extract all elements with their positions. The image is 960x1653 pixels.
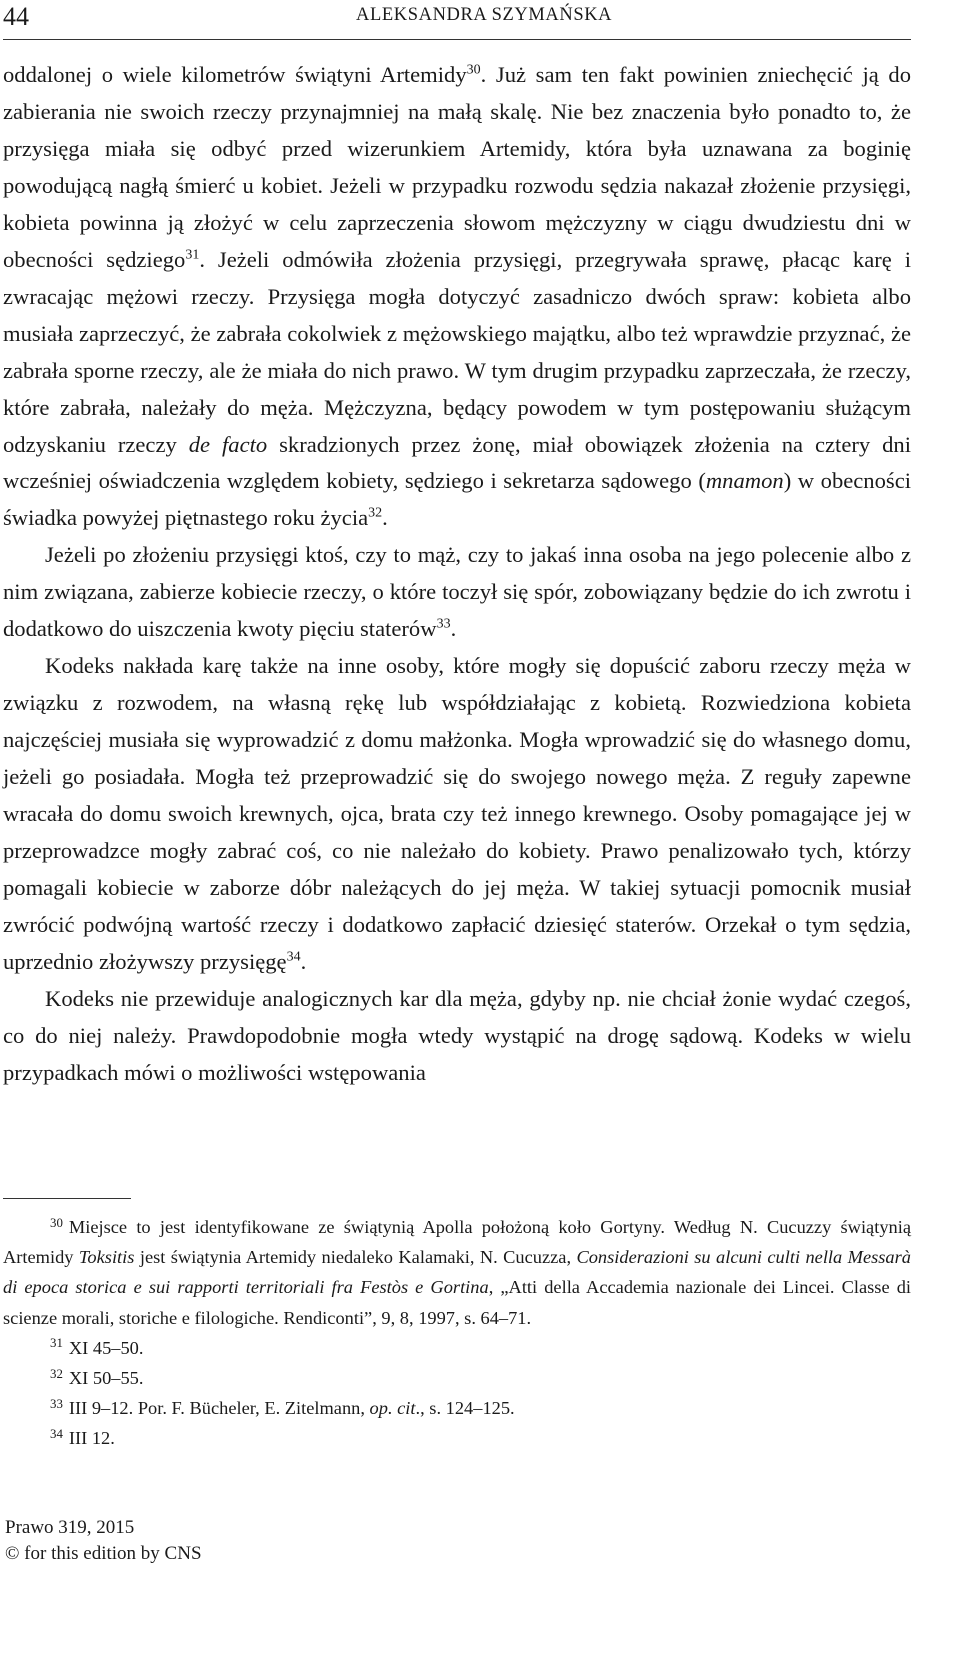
italic-text: Toksitis [78,1247,135,1268]
text-run: oddalonej o wiele kilometrów świątyni Artemidy [3,62,467,87]
italic-text: de facto [188,431,268,457]
text-run: III 9–12. Por. F. Bücheler, E. Zitelmann, [68,1398,370,1419]
text-run: . [382,505,388,531]
text-run: XI 45–50. [68,1337,144,1358]
text-run: . [300,948,307,974]
footnote-ref: 33 [436,616,451,632]
paragraph [3,981,911,1092]
footnote [3,1363,911,1393]
text-run: Jeżeli po złożeniu przysięgi ktoś, czy to mąż, czy to jakaś inna osoba na jego polecenie albo z nim związana, zabierze kobiecie rzeczy, o które toczył się spór, zobowiązany będzie do ich zwrotu i dodatkowo do uiszczenia kwoty pięciu staterów [3,542,911,642]
footnote [3,1333,911,1363]
paragraph [3,537,911,648]
text-run: . Jeżeli odmówiła złożenia przysięgi, przegrywała sprawę, płacąc karę i zwracając mężowi rzeczy. Przysięga mogła dotyczyć zasadniczo dwóch spraw: kobieta albo musiała zaprzeczyć, że zabrała cokolwiek z mężowskiego majątku, albo też wprawdzie przyznać, że zabrała sporne rzeczy, ale że miała do nich prawo. W tym drugim przypadku zaprzeczała, że rzeczy, które zabrała, należały do męża. Mężczyzna, będący powodem w tym postępowaniu służącym odzyskaniu rzeczy [3,246,911,457]
paragraph [3,648,911,981]
text-run: . [450,616,457,642]
footnote-number: 32 [50,1366,63,1381]
header-rule [3,39,911,40]
footnote-ref: 31 [185,247,200,263]
copyright-notice: © for this edition by CNS [5,1543,202,1564]
footnote-ref: 30 [466,62,481,78]
footnote [3,1393,911,1423]
main-text [3,57,911,1092]
page-header [0,0,960,40]
text-run: . Już sam ten fakt powinien zniechęcić ją do zabierania nie swoich rzeczy przynajmniej na małą skalę. Nie bez znaczenia było ponadto to, że przysięga miała się odbyć przed wizerunkiem Artemidy, która była uznawana za boginię powodującą nagłą śmierć u kobiet. Jeżeli w przypadku rozwodu sędzia nakazał złożenie przysięgi, kobieta powinna ją złożyć w celu zaprzeczenia słowom mężczyzny w ciągu dwudziestu dni w obecności sędziego [3,62,911,272]
footnote-number: 34 [50,1426,63,1441]
text-run: jest świątynia Artemidy niedaleko Kalamaki, N. Cucuzza, [134,1247,577,1268]
text-run: , „Atti della Accademia nazionale dei Lincei. Classe di scienze morali, storiche e filologiche. Rendiconti”, 9, 8, 1997, s. 64–71. [3,1277,911,1328]
page-number: 44 [3,2,29,31]
page-footer [5,1515,202,1567]
paragraph [3,57,911,537]
footnote-separator [3,1198,131,1199]
journal-citation: Prawo 319, 2015 [5,1517,135,1538]
text-run: ., s. 124–125. [415,1398,515,1419]
footnote-ref: 34 [286,949,301,965]
text-run: Kodeks nie przewiduje analogicznych kar dla męża, gdyby np. nie chciał żonie wydać czegoś, co do niej należy. Prawdopodobnie mogła wtedy wystąpić na drogę sądową. Kodeks w wielu przypadkach mówi o możliwości wstępowania [3,985,911,1085]
text-run: XI 50–55. [68,1368,144,1389]
text-run: ) w obecności świadka powyżej piętnastego roku życia [3,468,912,531]
footnote [3,1423,911,1453]
footnotes [3,1212,911,1454]
footnote-number: 31 [50,1336,63,1351]
text-run: Kodeks nakłada karę także na inne osoby, które mogły się dopuścić zaboru rzeczy męża w związku z rozwodem, na własną rękę lub współdziałając z kobietą. Rozwiedziona kobieta najczęściej musiała się wyprowadzić z domu małżonka. Mogła wprowadzić się do własnego domu, jeżeli go posiadała. Mogła też przeprowadzić się do swojego nowego męża. Z reguły zapewne wracała do domu swoich krewnych, ojca, brata czy też innego krewnego. Osoby pomagające jej w przeprowadzce mogły zabrać coś, co nie należało do kobiety. Prawo penalizowało tych, którzy pomagali kobiecie w zaborze dóbr należących do jej męża. W takiej sytuacji pomocnik musiał zwrócić podwójną wartość rzeczy i dodatkowo zapłacić dziesięć staterów. Orzekał o tym sędzia, uprzednio złożywszy przysięgę [3,653,911,974]
footnote-number: 33 [50,1396,63,1411]
italic-text: Considerazioni su alcuni culti nella Messarà di epoca storica e sui rapporti territoriali fra Festòs e Gortina [3,1247,911,1298]
footnote-ref: 32 [368,505,383,521]
text-run: skradzionych przez żonę, miał obowiązek złożenia na cztery dni wcześniej oświadczenia względem kobiety, sędziego i sekretarza sądowego ( [3,431,911,494]
footnote-number: 30 [50,1215,63,1230]
italic-text: op. cit [369,1398,416,1419]
italic-text: mnamon [705,468,784,494]
text-run: Miejsce to jest identyfikowane ze świątynią Apolla położoną koło Gortyny. Według N. Cucuzzy świątynią Artemidy [3,1217,911,1268]
text-run: III 12. [68,1428,115,1449]
footnote [3,1212,911,1333]
running-head: ALEKSANDRA SZYMAŃSKA [356,5,613,25]
